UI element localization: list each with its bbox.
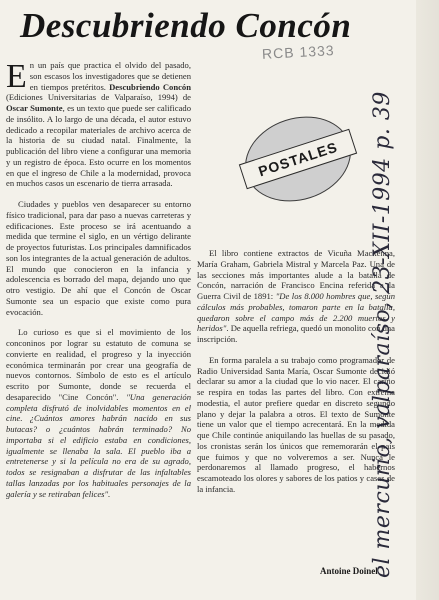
text: . De aquella refriega, quedó un monolito con una inscripción. [197,323,395,344]
text: El libro contiene extractos de Vicuña Mackenna, María Graham, Gabriela Mistral y Marcela Paz. Una de las secciones más importantes alude a la batalla de Concón, narración de Francisco Encina referida a la Guerra Civil de 1891: [197,248,395,301]
author-signature: Antoine Doinel [320,566,378,576]
cine-quote: "Una generación completa disfrutó de inolvidables momentos en el cine. ¿Cuántos amores habrán nacido en sus butacas? o ¿cuántos habrán terminado? No importaba si el edificio estaba en condiciones, igualmente se llenaba la sala. El pueblo iba a entretenerse y si la película no era de su agrado, todos se resignaban a disfrutar de las infaltables tallas lanzadas por los habituales personajes de la galería y se retiraban felices". [6,391,191,499]
author-name: Oscar Sumonte [6,103,63,113]
paragraph-1 [6,60,191,189]
battle-quote: "De los 8.000 hombres que, según cálculos más probables, tomaron parte en la batalla, quedaron sobre el campo más de 2.200 muertos y heridos" [197,291,395,334]
right-column [197,248,395,568]
text: (Ediciones Universitarias de Valparaíso, 1994) de [6,92,191,103]
text: n un país que practica el olvido del pasado, son escasos los investigadores que se detienen en tiempos pretéritos. [29,60,191,92]
left-column [6,60,191,580]
text: Lo curioso es que si el movimiento de los conconinos por lograr su estatuto de comuna se convierte en realidad, el progreso y la inyección económica terminarán por crear una geografía de nuevos contornos. Símbolo de esto es el artículo escrito por Sumonte, donde se recuerda el desaparecido "Cine Concón". [6,327,191,402]
drop-cap: E [6,60,27,95]
article-headline: Descubriendo Concón [20,6,352,45]
postales-badge [234,103,362,214]
paragraph-4 [197,248,395,345]
archive-stamp: RCB 1333 [261,42,335,62]
paragraph-2: Ciudades y pueblos ven desaparecer su entorno físico tradicional, para dar paso a nuevas carreteras y edificaciones. Este proceso se irá acentuando a medida que termine el siglo, en un vértigo delirante de proyectos futuristas. Los principales damnificados son los integrantes de la actual generación de adultos. El mundo que conocieron en la infancia y adolescencia es borrado del mapa, dejando uno que otro vestigio. De ahí que el Concón de Oscar Sumonte sea un espacio que existe como pura evocación. [6,199,191,317]
handwritten-source-note: el mercurio, valparaíso, 23-XII-1994 p. 39 [370,91,395,578]
paragraph-5: En forma paralela a su trabajo como programador de Radio Universidad Santa María, Oscar Sumonte decidió declarar su amor a la ciudad que lo vio nacer. El cariño se respira en todas las partes del libro. Con extrema modestia, el autor prefiere quedar en discreto segundo plano y dejar la palabra a otros. El texto de Sumonte tiene un valor que el tiempo acrecentará. En la medida que Chile continúe aniquilando las huellas de su pasado, los cronistas serán los únicos que rememorarán el país que fuimos y que no volveremos a ser. Nunca le perdonaremos al llamado progreso, el habernos escamoteado los olores y sabores de los patios y casas de la infancia. [197,354,395,494]
badge-label: POSTALES [239,129,357,190]
text: , es un texto que puede ser calificado de insólito. A lo largo de una década, el autor estuvo dedicado a recopilar materiales de archivo acerca de la historia de su ciudad natal. Finalmente, la publicación del libro viene a configurar una memoria y un registro de época. Esto ocurre en los momentos en que el ingreso de Chile a la modernidad, provoca en muchos casos un escenario de tierra arrasada. [6,103,191,189]
paragraph-3 [6,327,191,499]
book-title: Descubriendo Concón [109,81,191,92]
